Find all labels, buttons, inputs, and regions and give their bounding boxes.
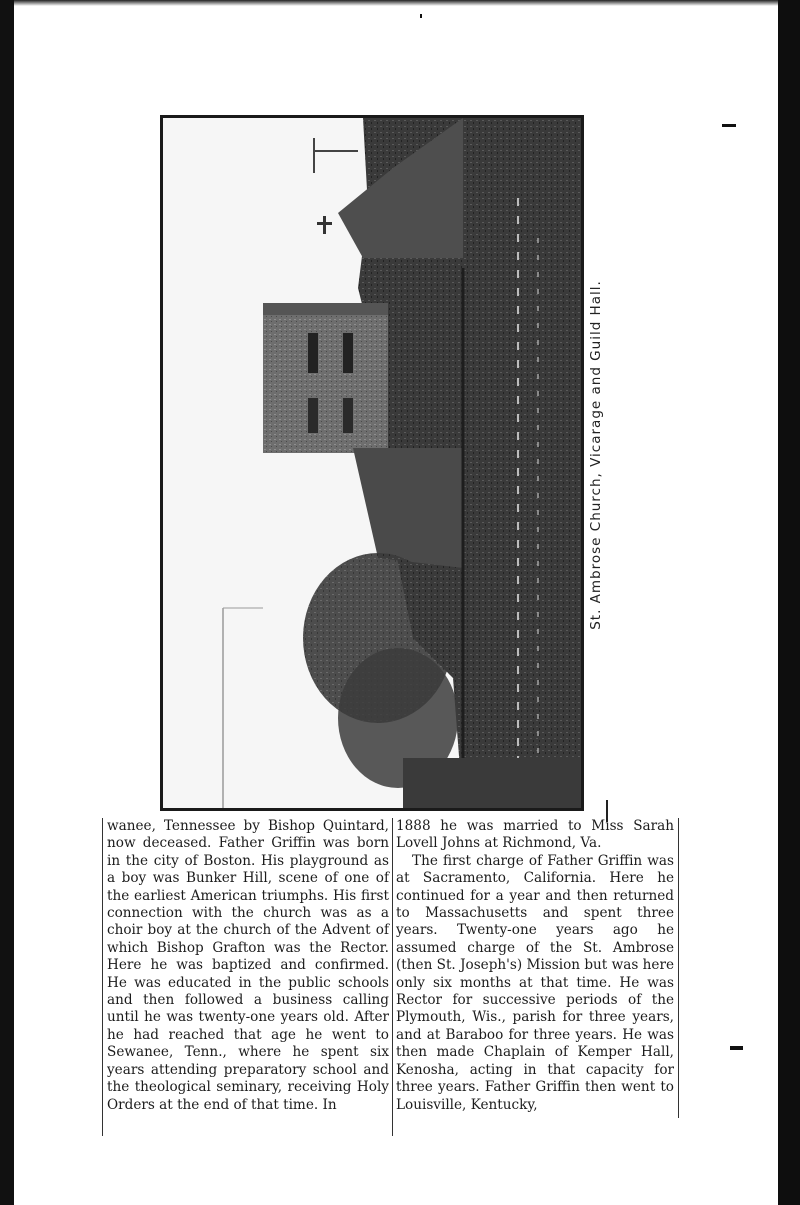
article-paragraph: The first charge of Father Griffin was at Sacramento, California. Here he continued for a year and then returned to Massachusetts and spent three years. Twenty-one years ago he assumed charge of the St. Ambrose (then St. Joseph's) Mission but was here only six months at that time. He was Rector for successive periods of the Plymouth, Wis., parish for three years, and at Baraboo for three years. He was then made Chaplain of Kemper Hall, Kenosha, acting in that capacity for three years. Father Griffin then went to Louisville, Kentucky, <box>396 852 674 1113</box>
scan-speck <box>730 1046 743 1050</box>
scan-speck <box>420 14 422 18</box>
church-photograph <box>160 115 584 811</box>
photo-caption-text: St. Ambrose Church, Vicarage and Guild Hall. <box>588 280 604 630</box>
article-paragraph: wanee, Tennessee by Bishop Quintard, now deceased. Father Griffin was born in the city of Boston. His playground as a boy was Bunker Hill, scene of one of the earliest American triumphs. His first connection with the church was as a choir boy at the church of the Advent of which Bishop Grafton was the Rector. Here he was baptized and confirmed. He was educated in the public schools and then followed a business calling until he was twenty-one years old. After he had reached that age he went to Sewanee, Tenn., where he spent six years attending preparatory school and the theological seminary, receiving Holy Orders at the end of that time. In <box>107 818 389 1113</box>
article-column-right <box>394 818 679 1118</box>
scan-left-edge <box>0 0 14 1205</box>
church-photograph-image <box>163 118 581 808</box>
scan-speck <box>722 124 736 127</box>
article-column-left <box>102 818 393 1136</box>
article-paragraph: 1888 he was married to Miss Sarah Lovell Johns at Richmond, Va. <box>396 818 674 852</box>
scan-top-edge <box>0 0 800 6</box>
scan-right-edge <box>778 0 800 1205</box>
